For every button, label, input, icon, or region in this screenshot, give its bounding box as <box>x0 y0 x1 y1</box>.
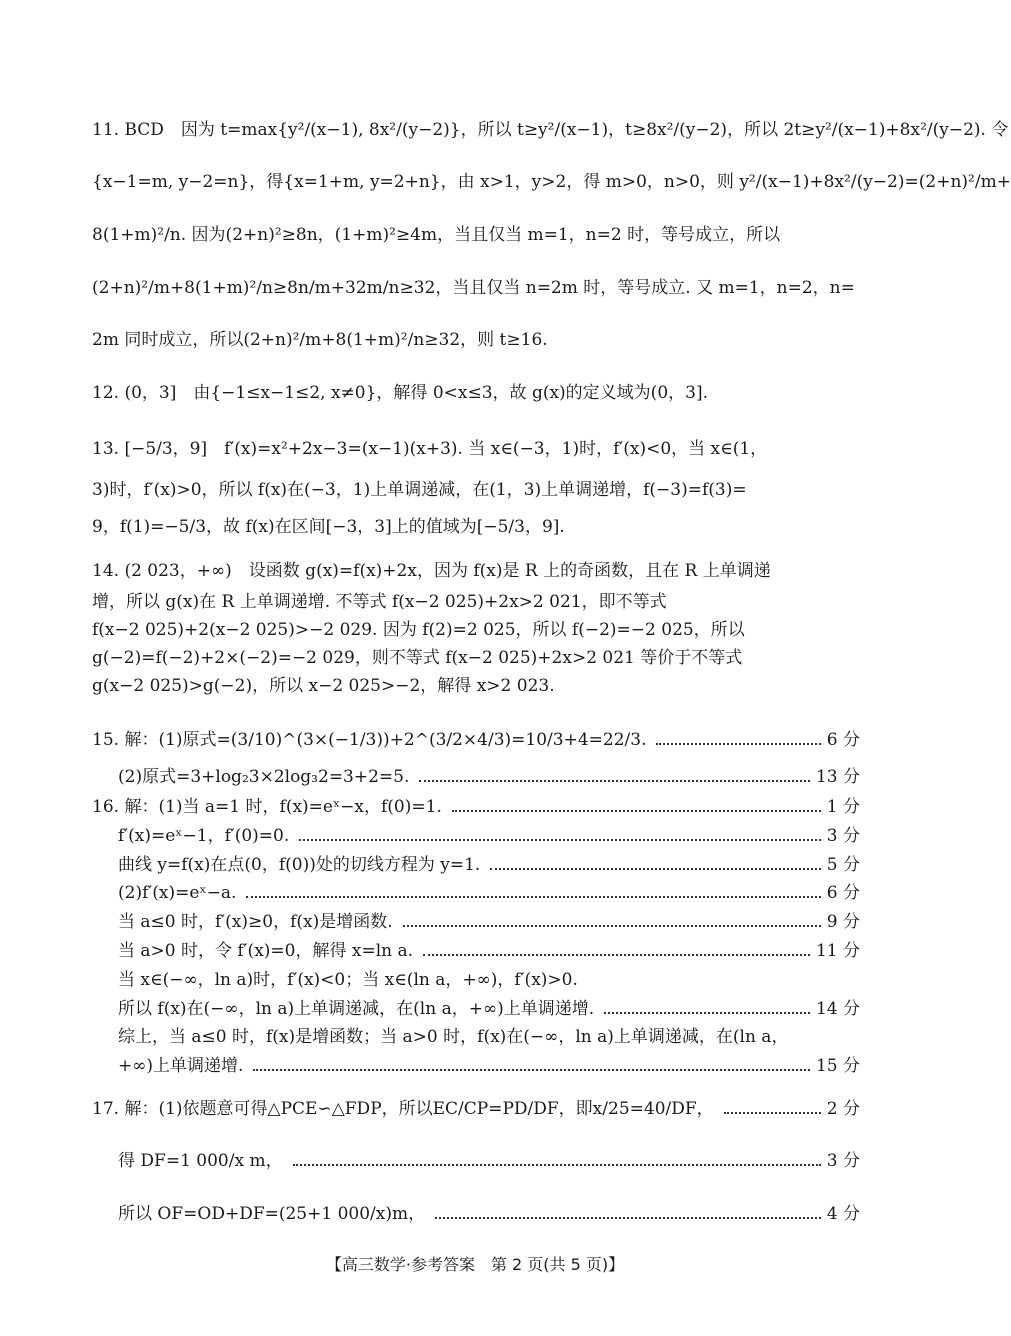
score-label: 9 分 <box>826 912 860 932</box>
score-label: 4 分 <box>826 1204 860 1224</box>
score-label: 1 分 <box>826 797 860 817</box>
answer-line: {x−1=m, y−2=n}，得{x=1+m, y=2+n}，由 x>1，y>2，得 m>0，n>0，则 y²/(x−1)+8x²/(y−2)=(2+n)²/m+ <box>92 172 1011 192</box>
dot-leader <box>604 1012 810 1014</box>
score-label: 2 分 <box>826 1099 860 1119</box>
score-label: 3 分 <box>826 1151 860 1171</box>
answer-line: 综上，当 a≤0 时，f(x)是增函数；当 a>0 时，f(x)在(−∞，ln a)上单调递减，在(ln a， <box>118 1027 789 1047</box>
answer-line: 3)时，f′(x)>0，所以 f(x)在(−3，1)上单调递减，在(1，3)上单调递增，f(−3)=f(3)= <box>92 480 747 500</box>
scored-line <box>118 853 860 877</box>
dot-leader <box>293 1164 821 1166</box>
dot-leader <box>452 810 821 812</box>
dot-leader <box>423 954 810 956</box>
answer-step: 17. 解：(1)依题意可得△PCE∽△FDP，所以EC/CP=PD/DF，即x/25=40/DF， <box>92 1099 714 1119</box>
answer-line: 增，所以 g(x)在 R 上单调递增. 不等式 f(x−2 025)+2x>2 021，即不等式 <box>92 592 667 612</box>
answer-step: (2)原式=3+log₂3×2log₃2=3+2=5. <box>118 767 410 787</box>
dot-leader <box>253 1069 810 1071</box>
score-label: 6 分 <box>826 730 860 750</box>
answer-step: 得 DF=1 000/x m， <box>118 1151 283 1171</box>
answer-line: 2m 同时成立，所以(2+n)²/m+8(1+m)²/n≥32，则 t≥16. <box>92 330 548 350</box>
answer-line: 9，f(1)=−5/3，故 f(x)在区间[−3，3]上的值域为[−5/3，9]. <box>92 517 565 537</box>
answer-step: (2)f′(x)=eˣ−a. <box>118 883 237 903</box>
scored-line <box>118 881 860 905</box>
answer-step: 当 a≤0 时，f′(x)≥0，f(x)是增函数. <box>118 912 393 932</box>
score-label: 15 分 <box>815 1056 860 1076</box>
dot-leader <box>724 1112 821 1114</box>
dot-leader <box>246 896 820 898</box>
answer-line: 8(1+m)²/n. 因为(2+n)²≥8n，(1+m)²≥4m，当且仅当 m=1，n=2 时，等号成立，所以 <box>92 225 781 245</box>
scored-line <box>118 765 860 789</box>
dot-leader <box>435 1217 821 1219</box>
answer-line: g(x−2 025)>g(−2)，所以 x−2 025>−2，解得 x>2 023. <box>92 676 555 696</box>
score-label: 11 分 <box>815 941 860 961</box>
scored-line <box>118 1202 860 1226</box>
page-footer: 【高三数学·参考答案 第 2 页(共 5 页)】 <box>325 1255 625 1274</box>
answer-step: 所以 f(x)在(−∞，ln a)上单调递减，在(ln a，+∞)上单调递增. <box>118 999 595 1019</box>
dot-leader <box>299 839 820 841</box>
scored-line <box>92 795 860 819</box>
answer-step: 16. 解：(1)当 a=1 时，f(x)=eˣ−x，f(0)=1. <box>92 797 442 817</box>
scored-line <box>118 910 860 934</box>
scored-line <box>118 997 860 1021</box>
answer-step: 当 a>0 时，令 f′(x)=0，解得 x=ln a. <box>118 941 414 961</box>
dot-leader <box>403 925 821 927</box>
answer-line: 13. [−5/3，9] f′(x)=x²+2x−3=(x−1)(x+3). 当 x∈(−3，1)时，f′(x)<0，当 x∈(1， <box>92 439 768 459</box>
scored-line <box>118 939 860 963</box>
score-label: 3 分 <box>826 826 860 846</box>
answer-line: (2+n)²/m+8(1+m)²/n≥8n/m+32m/n≥32，当且仅当 n=2m 时，等号成立. 又 m=1，n=2，n= <box>92 278 855 298</box>
score-label: 5 分 <box>826 855 860 875</box>
answer-step: 15. 解：(1)原式=(3/10)^(3×(−1/3))+2^(3/2×4/3)=10/3+4=22/3. <box>92 730 647 750</box>
score-label: 13 分 <box>815 767 860 787</box>
answer-line: 12. (0，3] 由{−1≤x−1≤2, x≠0}，解得 0<x≤3，故 g(x)的定义域为(0，3]. <box>92 383 708 403</box>
answer-line: 11. BCD 因为 t=max{y²/(x−1), 8x²/(y−2)}，所以 t≥y²/(x−1)，t≥8x²/(y−2)，所以 2t≥y²/(x−1)+8x²/(y−2). 令 <box>92 120 1009 140</box>
dot-leader <box>419 780 810 782</box>
score-label: 14 分 <box>815 999 860 1019</box>
answer-step: 曲线 y=f(x)在点(0，f(0))处的切线方程为 y=1. <box>118 855 481 875</box>
answer-line: 14. (2 023，+∞) 设函数 g(x)=f(x)+2x，因为 f(x)是 R 上的奇函数，且在 R 上单调递 <box>92 561 771 581</box>
scored-line <box>118 824 860 848</box>
answer-step: +∞)上单调递增. <box>118 1056 244 1076</box>
answer-step: 所以 OF=OD+DF=(25+1 000/x)m， <box>118 1204 426 1224</box>
scored-line <box>118 1149 860 1173</box>
dot-leader <box>490 868 820 870</box>
answer-line: g(−2)=f(−2)+2×(−2)=−2 029，则不等式 f(x−2 025)+2x>2 021 等价于不等式 <box>92 648 743 668</box>
score-label: 6 分 <box>826 883 860 903</box>
answer-line: 当 x∈(−∞，ln a)时，f′(x)<0；当 x∈(ln a，+∞)，f′(x)>0. <box>118 970 578 990</box>
answer-step: f′(x)=eˣ−1，f′(0)=0. <box>118 826 290 846</box>
scored-line <box>92 728 860 752</box>
answer-line: f(x−2 025)+2(x−2 025)>−2 029. 因为 f(2)=2 025，所以 f(−2)=−2 025，所以 <box>92 620 745 640</box>
scored-line <box>118 1054 860 1078</box>
scored-line <box>92 1097 860 1121</box>
dot-leader <box>656 743 820 745</box>
